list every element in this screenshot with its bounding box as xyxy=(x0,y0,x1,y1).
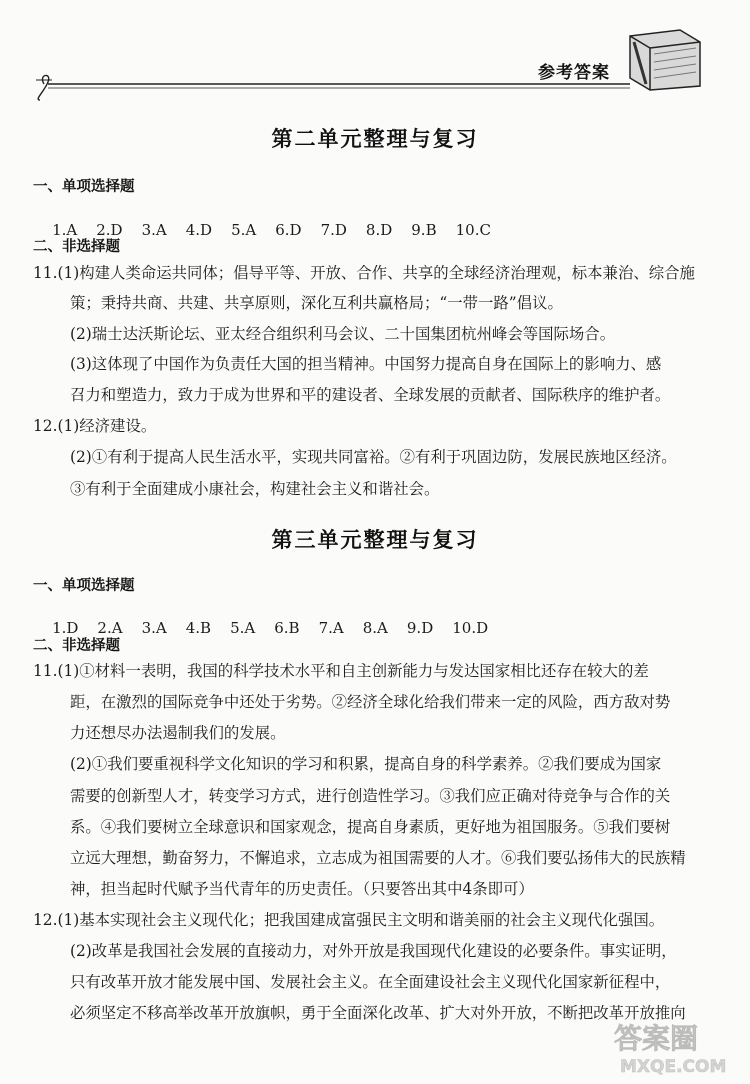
answer-item: 9.B xyxy=(411,221,437,239)
answer-item: 4.D xyxy=(185,221,213,239)
text-line: 11.(1)①材料一表明，我国的科学技术水平和自主创新能力与发达国家相比还存在较大的差 xyxy=(33,662,649,680)
text-line: 力还想尽办法遏制我们的发展。 xyxy=(70,724,286,742)
text-line: 神，担当起时代赋予当代青年的历史责任。（只要答出其中4条即可） xyxy=(70,880,534,898)
unit2-section-essay-heading: 二、非选择题 xyxy=(33,239,120,255)
text-line: 距，在激烈的国际竞争中还处于劣势。②经济全球化给我们带来一定的风险，西方敌对势 xyxy=(70,693,671,711)
answer-item: 2.D xyxy=(96,221,123,239)
text-line: 11.(1)构建人类命运共同体；倡导平等、开放、合作、共享的全球经济治理观，标本兼治、综合施 xyxy=(33,264,695,282)
text-line: (3)这体现了中国作为负责任大国的担当精神。中国努力提高自身在国际上的影响力、感 xyxy=(70,355,662,373)
answer-item: 10.C xyxy=(455,221,491,239)
watermark-url: MXQE.COM xyxy=(620,1057,727,1077)
answer-item: 1.A xyxy=(52,221,78,239)
text-line: (2)①我们要重视科学文化知识的学习和积累，提高自身的科学素养。②我们要成为国家 xyxy=(70,755,662,773)
unit3-section-choice-heading: 一、单项选择题 xyxy=(33,578,135,594)
answer-item: 3.A xyxy=(141,619,167,637)
unit3-section-essay-heading: 二、非选择题 xyxy=(33,638,120,654)
answer-item: 9.D xyxy=(406,619,434,637)
text-line: 必须坚定不移高举改革开放旗帜，勇于全面深化改革、扩大对外开放，不断把改革开放推向 xyxy=(70,1004,686,1022)
text-line: 12.(1)基本实现社会主义现代化；把我国建成富强民主文明和谐美丽的社会主义现代化强国。 xyxy=(33,911,665,929)
answer-item: 6.B xyxy=(274,619,300,637)
answer-item: 8.D xyxy=(365,221,393,239)
answer-item: 3.A xyxy=(141,221,167,239)
answer-item: 7.D xyxy=(320,221,347,239)
book-icon xyxy=(624,26,706,92)
text-line: (2)①有利于提高人民生活水平，实现共同富裕。②有利于巩固边防，发展民族地区经济。 xyxy=(70,448,677,466)
unit2-section-choice-heading: 一、单项选择题 xyxy=(33,179,135,195)
unit2-title: 第二单元整理与复习 xyxy=(271,127,479,151)
text-line: 召力和塑造力，致力于成为世界和平的建设者、全球发展的贡献者、国际秩序的维护者。 xyxy=(70,386,671,404)
answer-item: 8.A xyxy=(362,619,388,637)
watermark-text: 答案圈 xyxy=(614,1022,699,1055)
text-line: 系。④我们要树立全球意识和国家观念，提高自身素质，更好地为祖国服务。⑤我们要树 xyxy=(70,818,671,836)
header-label: 参考答案 xyxy=(538,63,610,83)
text-line: (2)瑞士达沃斯论坛、亚太经合组织利马会议、二十国集团杭州峰会等国际场合。 xyxy=(70,325,616,343)
text-line: 12.(1)经济建设。 xyxy=(33,417,157,435)
text-line: 只有改革开放才能发展中国、发展社会主义。在全面建设社会主义现代化国家新征程中， xyxy=(70,973,671,991)
text-line: 需要的创新型人才，转变学习方式，进行创造性学习。③我们应正确对待竞争与合作的关 xyxy=(70,787,671,805)
answer-item: 4.B xyxy=(185,619,212,637)
page-header xyxy=(0,0,750,105)
decorative-header-rule xyxy=(30,70,720,106)
text-line: 立远大理想，勤奋努力，不懈追求，立志成为祖国需要的人才。⑥我们要弘扬伟大的民族精 xyxy=(70,849,686,867)
text-line: (2)改革是我国社会发展的直接动力，对外开放是我国现代化建设的必要条件。事实证明， xyxy=(70,942,677,960)
answer-item: 5.A xyxy=(230,619,256,637)
answer-item: 6.D xyxy=(275,221,302,239)
answer-item: 1.D xyxy=(52,619,79,637)
answer-item: 5.A xyxy=(231,221,257,239)
unit3-title: 第三单元整理与复习 xyxy=(271,528,479,552)
text-line: 策；秉持共商、共建、共享原则，深化互利共赢格局；“一带一路”倡议。 xyxy=(70,294,563,312)
watermark-logo xyxy=(610,1018,740,1078)
answer-item: 2.A xyxy=(97,619,123,637)
answer-item: 10.D xyxy=(452,619,489,637)
answer-item: 7.A xyxy=(318,619,344,637)
text-line: ③有利于全面建成小康社会，构建社会主义和谐社会。 xyxy=(70,480,440,498)
